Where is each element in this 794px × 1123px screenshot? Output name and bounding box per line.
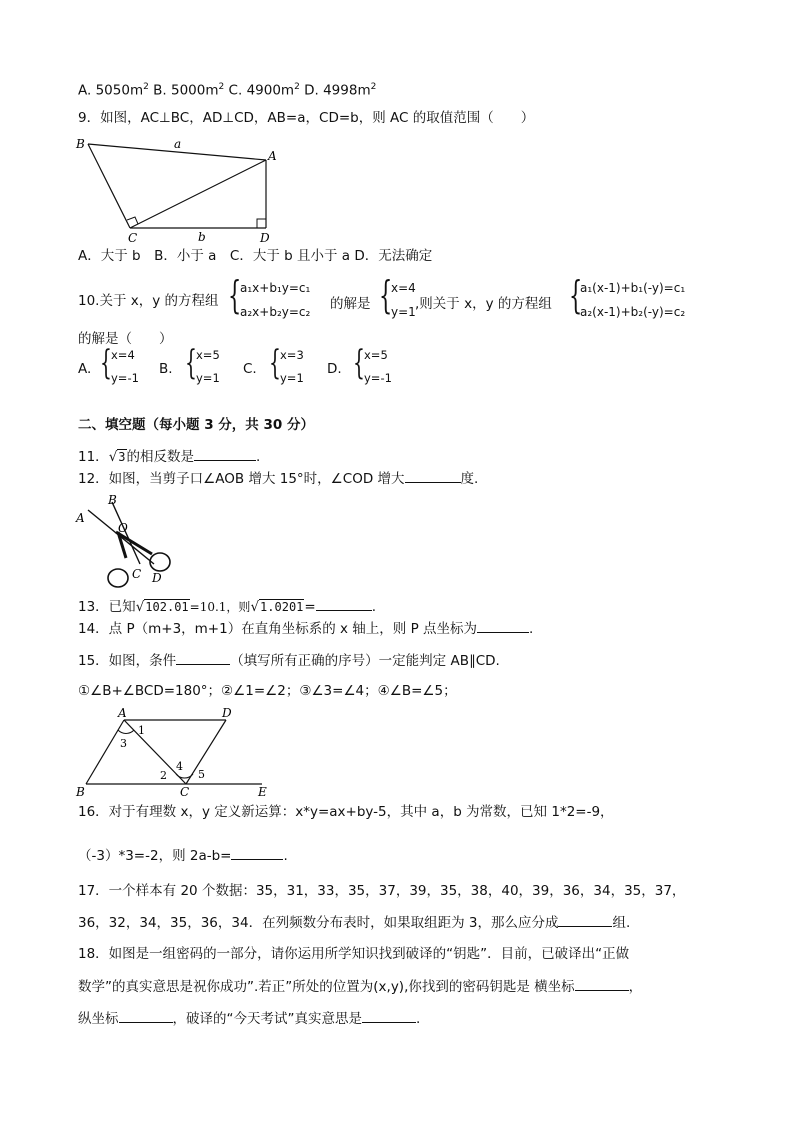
q11-radicand: 3 bbox=[118, 450, 126, 464]
q13-eq: = bbox=[304, 599, 316, 615]
q9-options: A．大于 b B．小于 a C．大于 b 且小于 a D．无法确定 bbox=[78, 248, 433, 264]
q15-arc-a bbox=[118, 730, 134, 733]
q8-option-a-label: A. bbox=[78, 82, 92, 99]
q12-text: 12．如图，当剪子口∠AOB 增大 15°时，∠COD 增大 bbox=[78, 471, 405, 487]
q12-ring-d bbox=[150, 553, 170, 571]
q10-option-c-row2: y=1 bbox=[280, 371, 304, 385]
q11-end: . bbox=[256, 449, 261, 465]
q10-option-c-label: C. bbox=[243, 361, 257, 377]
q15-text-a: 15．如图，条件 bbox=[78, 653, 177, 669]
q18-y-blank[interactable] bbox=[119, 1009, 173, 1023]
q9-label-c: C bbox=[128, 231, 138, 245]
q17-end: 组. bbox=[612, 915, 631, 931]
q9-line-bc bbox=[88, 144, 130, 228]
q15-label-d: D bbox=[222, 706, 232, 720]
q8-exp-b: 2 bbox=[218, 82, 225, 92]
q9-right-angle-d bbox=[257, 219, 266, 228]
q18-line-2-end: ， bbox=[628, 979, 643, 995]
q8-option-a: 5050m bbox=[95, 82, 144, 99]
q9-label-b: B bbox=[76, 137, 85, 151]
q10-sol-row1: x=4 bbox=[391, 281, 416, 295]
q8-option-d: 4998m bbox=[323, 82, 371, 99]
q8-exp-a: 2 bbox=[143, 82, 149, 92]
q10-sys2-row1: a₁(x-1)+b₁(-y)=c₁ bbox=[580, 281, 686, 295]
q9-label-d: D bbox=[260, 231, 270, 245]
q17-answer-blank[interactable] bbox=[558, 913, 612, 927]
q11-suffix: 的相反数是 bbox=[126, 449, 195, 465]
q10-mid-text2: ,则关于 x，y 的方程组 bbox=[415, 296, 552, 312]
q15-text-b: （填写所有正确的序号）一定能判定 AB∥CD. bbox=[230, 653, 500, 669]
q13-mid: =10.1，则 bbox=[189, 600, 251, 614]
q16-answer-blank[interactable] bbox=[231, 846, 283, 860]
q14-end: . bbox=[529, 621, 534, 637]
q8-exp-d: 2 bbox=[370, 82, 377, 92]
q8-option-b: 5000m bbox=[171, 82, 219, 99]
q18-end: . bbox=[416, 1011, 421, 1027]
q15-angle-3: 3 bbox=[120, 737, 127, 750]
q8-option-b-label: B. bbox=[153, 82, 167, 99]
q15-figure bbox=[72, 706, 272, 798]
q8-exp-c: 2 bbox=[294, 82, 300, 92]
q13-answer-blank[interactable] bbox=[316, 597, 372, 611]
q10-mid-text: 的解是 bbox=[330, 296, 371, 312]
q15-label-b: B bbox=[76, 785, 85, 798]
q15-conditions: ①∠B+∠BCD=180°；②∠1=∠2；③∠3=∠4；④∠B=∠5； bbox=[78, 683, 457, 699]
q17-line-2 bbox=[78, 913, 630, 932]
section-title: 二、填空题（每小题 3 分，共 30 分） bbox=[78, 417, 314, 433]
q10-brace-2: { bbox=[379, 273, 393, 317]
q12-label-a: A bbox=[76, 511, 85, 525]
q10-option-b-brace: { bbox=[185, 343, 197, 383]
q10-option-b-label: B. bbox=[159, 361, 173, 377]
q12-label-b: B bbox=[108, 493, 117, 507]
q10-option-c-row1: x=3 bbox=[280, 348, 304, 362]
q18-line-2 bbox=[78, 977, 642, 996]
q12-ring-c bbox=[108, 569, 128, 587]
q12-end: 度. bbox=[460, 471, 479, 487]
q14-answer-blank[interactable] bbox=[477, 619, 529, 633]
q16-end: . bbox=[283, 848, 288, 864]
q10-sys1-row2: a₂x+b₂y=c₂ bbox=[240, 305, 311, 319]
q10-option-a-label: A. bbox=[78, 361, 92, 377]
q9-right-angle-c bbox=[127, 217, 138, 224]
q15-line-ab bbox=[86, 720, 124, 784]
q10-stem-end: 的解是（ ） bbox=[78, 331, 173, 347]
q12-label-c: C bbox=[132, 567, 142, 581]
q16-line-1: 16．对于有理数 x，y 定义新运算：x*y=ax+by-5，其中 a，b 为常数，已知 1*2=-9， bbox=[78, 804, 614, 820]
q10-option-b-row1: x=5 bbox=[196, 348, 220, 362]
q11-prefix: 11． bbox=[78, 449, 109, 465]
q10-brace-3: { bbox=[569, 273, 583, 317]
q10-brace-1: { bbox=[228, 273, 242, 317]
q8-options bbox=[78, 78, 376, 100]
q10-sys2-row2: a₂(x-1)+b₂(-y)=c₂ bbox=[580, 305, 686, 319]
q17-line-1: 17．一个样本有 20 个数据：35，31，33，35，37，39，35，38，40，39，36，34，35，37， bbox=[78, 883, 686, 899]
q15-angle-1: 1 bbox=[138, 724, 145, 737]
q8-option-c: 4900m bbox=[246, 82, 295, 99]
q18-line-3-text-b: ，破译的“今天考试”真实意思是 bbox=[172, 1011, 362, 1027]
q13-radicand-2: 1.0201 bbox=[260, 600, 304, 614]
q10-sys1-row1: a₁x+b₁y=c₁ bbox=[240, 281, 311, 295]
q9-label-side-b: b bbox=[198, 230, 206, 244]
q9-line-ac bbox=[130, 160, 266, 228]
q9-stem: 9．如图，AC⊥BC，AD⊥CD，AB=a，CD=b，则 AC 的取值范围（ ） bbox=[78, 110, 535, 126]
q8-option-c-label: C. bbox=[228, 82, 243, 99]
q14 bbox=[78, 619, 533, 638]
q18-line-2-text: 数学”的真实意思是祝你成功”.若正”所处的位置为(x,y),你找到的密码钥匙是 横坐标 bbox=[78, 979, 575, 995]
q10-option-d-row1: x=5 bbox=[364, 348, 388, 362]
q15-answer-blank[interactable] bbox=[176, 651, 230, 665]
q18-x-blank[interactable] bbox=[575, 977, 629, 991]
q10-option-d-row2: y=-1 bbox=[364, 371, 392, 385]
q18-meaning-blank[interactable] bbox=[362, 1009, 416, 1023]
q17-line-2-text: 36，32，34，35，36，34．在列频数分布表时，如果取组距为 3，那么应分成 bbox=[78, 915, 559, 931]
q9-label-a: A bbox=[268, 149, 277, 163]
q10-option-b-row2: y=1 bbox=[196, 371, 220, 385]
q12-answer-blank[interactable] bbox=[405, 469, 461, 483]
q15 bbox=[78, 651, 500, 670]
q13-prefix: 13．已知 bbox=[78, 599, 136, 615]
q9-label-side-a: a bbox=[174, 137, 182, 151]
q15-angle-2: 2 bbox=[160, 769, 167, 782]
q12-label-o: O bbox=[118, 521, 128, 535]
q13-end: . bbox=[371, 599, 377, 615]
q11-sqrt: √3 bbox=[108, 449, 126, 465]
q16-line-2 bbox=[78, 846, 288, 865]
q11-answer-blank[interactable] bbox=[194, 447, 256, 461]
q10-option-a-row1: x=4 bbox=[111, 348, 135, 362]
q14-text: 14．点 P（m+3，m+1）在直角坐标系的 x 轴上，则 P 点坐标为 bbox=[78, 621, 478, 637]
q15-label-c: C bbox=[180, 785, 190, 798]
q10-option-d-brace: { bbox=[353, 343, 365, 383]
q10-option-d-label: D. bbox=[327, 361, 342, 377]
q12-label-d: D bbox=[152, 571, 162, 585]
q10-option-a-brace: { bbox=[100, 343, 112, 383]
q11 bbox=[78, 447, 260, 466]
q18-line-3 bbox=[78, 1009, 420, 1028]
q18-line-3-text-a: 纵坐标 bbox=[78, 1011, 119, 1027]
q13-sqrt-1: √102.01 bbox=[135, 599, 189, 615]
q13-radicand-1: 102.01 bbox=[145, 600, 189, 614]
q10-sol-row2: y=1 bbox=[391, 305, 416, 319]
q13-sqrt-2: √1.0201 bbox=[250, 599, 304, 615]
q12 bbox=[78, 469, 478, 488]
q16-line-2-text: （-3）*3=-2，则 2a-b= bbox=[78, 848, 232, 864]
q10-option-a-row2: y=-1 bbox=[111, 371, 139, 385]
q8-option-d-label: D. bbox=[304, 82, 319, 99]
q12-scissors-figure bbox=[72, 492, 182, 594]
q18-line-1: 18．如图是一组密码的一部分，请你运用所学知识找到破译的“钥匙”．目前，已破译出“正做 bbox=[78, 946, 630, 962]
q9-figure bbox=[72, 134, 282, 246]
q15-label-a: A bbox=[118, 706, 127, 720]
q15-label-e: E bbox=[258, 785, 267, 798]
q15-angle-4: 4 bbox=[176, 760, 183, 773]
q13 bbox=[78, 597, 376, 616]
q10-option-c-brace: { bbox=[269, 343, 281, 383]
q15-angle-5: 5 bbox=[198, 768, 205, 781]
q10-stem-prefix: 10.关于 x，y 的方程组 bbox=[78, 293, 219, 309]
